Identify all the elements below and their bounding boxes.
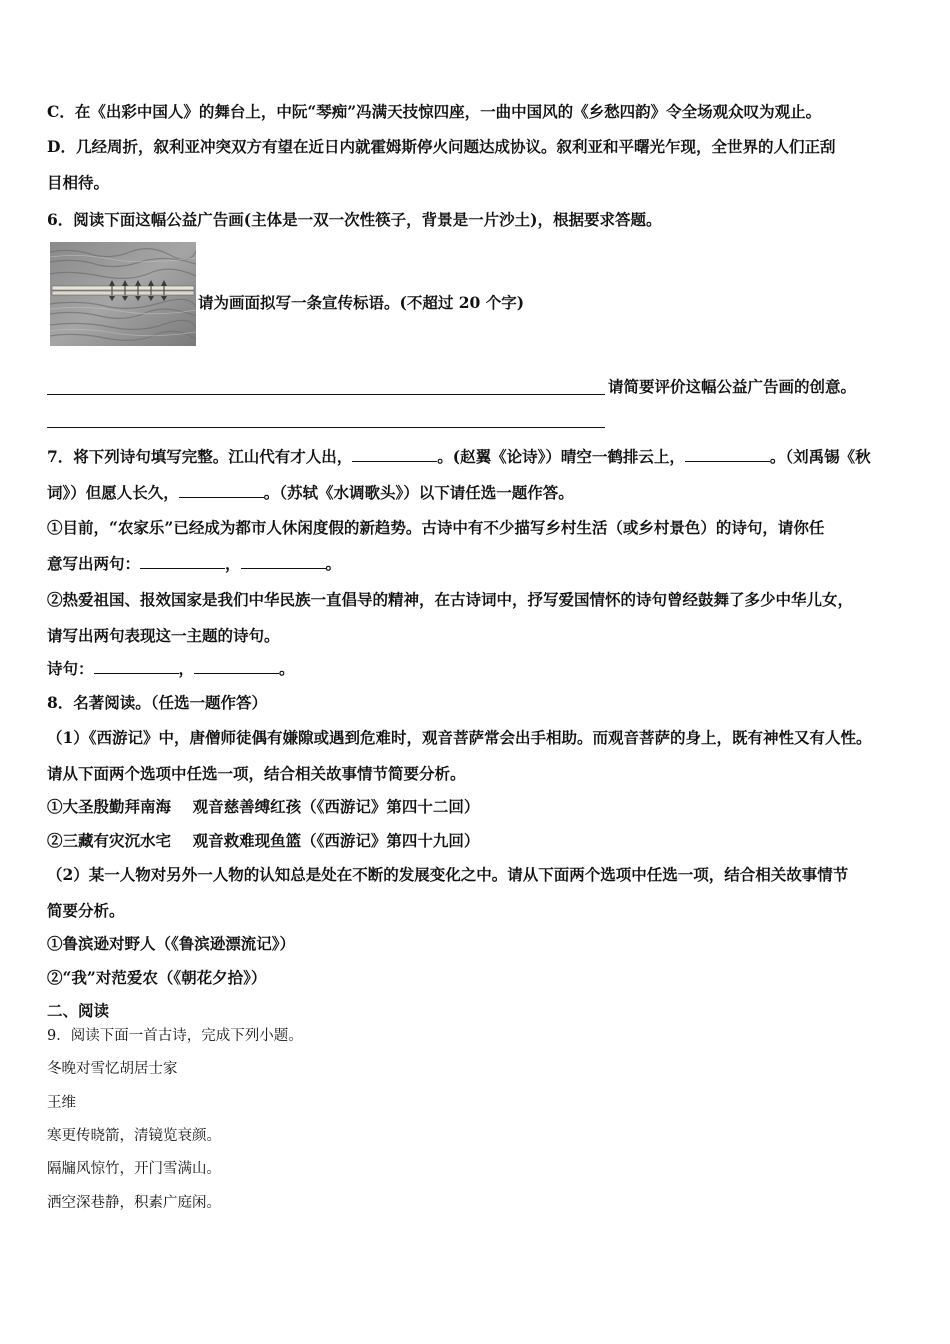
question-6-prompt-2: 请简要评价这幅公益广告画的创意。	[608, 377, 857, 396]
question-8-option-1: ①大圣殷勤拜南海 观音慈善缚红孩（《西游记》第四十二回）	[47, 797, 480, 816]
q7-text-c: 。（刘禹锡《秋	[769, 447, 871, 466]
q7-blank-4[interactable]	[140, 554, 225, 569]
poem-line-3: 洒空深巷静，积素广庭闲。	[47, 1195, 221, 1211]
q7-blank-1[interactable]	[352, 447, 437, 462]
option-d-label: D．	[47, 137, 76, 156]
question-7-line-1	[47, 447, 871, 467]
question-7-sub-2-b: 请写出两句表现这一主题的诗句。	[47, 626, 280, 645]
question-7-line-2	[47, 483, 574, 503]
answer-line-2	[47, 427, 605, 428]
poem-line-2: 隔牖风惊竹，开门雪满山。	[47, 1161, 221, 1177]
question-7-sub-1: ①目前，“农家乐”已经成为都市人休闲度假的新趋势。古诗中有不少描写乡村生活（或乡村景色）的诗句，请你任	[47, 518, 825, 537]
question-8-option-4: ②“我”对范爱农（《朝花夕拾》）	[47, 968, 267, 987]
question-7-sub-2-answer	[47, 659, 295, 679]
q7-sub2-end: 。	[279, 659, 295, 678]
poem-author: 王维	[47, 1095, 76, 1111]
section-heading: 二、阅读	[47, 1001, 110, 1020]
question-8-option-3: ①鲁滨逊对野人（《鲁滨逊漂流记》）	[47, 934, 296, 953]
option-d	[47, 137, 835, 157]
poem-title: 冬晚对雪忆胡居士家	[47, 1061, 178, 1077]
option-c	[47, 102, 821, 122]
q7-text-d: 词》）但愿人长久，	[47, 483, 179, 502]
option-d-text: 几经周折，叙利亚冲突双方有望在近日内就霍姆斯停火问题达成协议。叙利亚和平曙光乍现，全世界的人们正刮	[75, 137, 836, 156]
question-8-part-1: （1）《西游记》中，唐僧师徒偶有嫌隙或遇到危难时，观音菩萨常会出手相助。而观音菩萨的身上，既有神性又有人性。	[47, 728, 872, 747]
q7-sub1-sep: ，	[225, 554, 241, 573]
q7-text-b: 。(赵翼《论诗》）晴空一鹤排云上，	[437, 447, 685, 466]
option-c-label: C．	[47, 102, 75, 121]
question-8-part-1-b: 请从下面两个选项中任选一项，结合相关故事情节简要分析。	[47, 764, 466, 783]
q7-blank-5[interactable]	[241, 554, 326, 569]
q7-text-a: 7．将下列诗句填写完整。江山代有才人出，	[47, 447, 353, 466]
question-8-stem: 8．名著阅读。（任选一题作答）	[47, 693, 268, 712]
question-9-stem: 9．阅读下面一首古诗，完成下列小题。	[47, 1028, 303, 1044]
chopsticks-on-sand-image	[50, 242, 196, 346]
question-8-option-2: ②三藏有灾沉水宅 观音救难现鱼篮（《西游记》第四十九回）	[47, 831, 480, 850]
answer-line-1	[47, 394, 605, 395]
q7-sub2-sep: ，	[178, 659, 195, 678]
q7-blank-3[interactable]	[179, 483, 264, 498]
question-7-sub-1-answer	[47, 554, 341, 574]
q7-text-e: 。（苏轼《水调歌头》）以下请任选一题作答。	[263, 483, 574, 502]
q7-sub1-prefix: 意写出两句：	[47, 554, 141, 573]
option-c-text: 在《出彩中国人》的舞台上，中阮“琴痴”冯满天技惊四座，一曲中国风的《乡愁四韵》令全场观众叹为观止。	[74, 102, 822, 121]
q7-sub2-prefix: 诗句：	[47, 659, 94, 678]
question-8-part-2: （2）某一人物对另外一人物的认知总是处在不断的发展变化之中。请从下面两个选项中任选一项，结合相关故事情节	[47, 865, 849, 884]
question-7-sub-2: ②热爱祖国、报效国家是我们中华民族一直倡导的精神，在古诗词中，抒写爱国情怀的诗句曾经鼓舞了多少中华儿女，	[47, 590, 854, 609]
question-6-stem: 6．阅读下面这幅公益广告画(主体是一双一次性筷子，背景是一片沙土)，根据要求答题。	[47, 210, 662, 229]
q7-blank-6[interactable]	[94, 659, 179, 674]
question-8-part-2-b: 简要分析。	[47, 901, 125, 920]
poem-line-1: 寒更传晓箭，清镜览衰颜。	[47, 1128, 221, 1144]
q7-blank-2[interactable]	[685, 447, 770, 462]
q7-sub1-end: 。	[325, 554, 342, 573]
q7-blank-7[interactable]	[194, 659, 279, 674]
question-6-prompt-1: 请为画面拟写一条宣传标语。(不超过 20 个字)	[198, 293, 525, 312]
option-d-continued: 目相待。	[47, 173, 110, 192]
